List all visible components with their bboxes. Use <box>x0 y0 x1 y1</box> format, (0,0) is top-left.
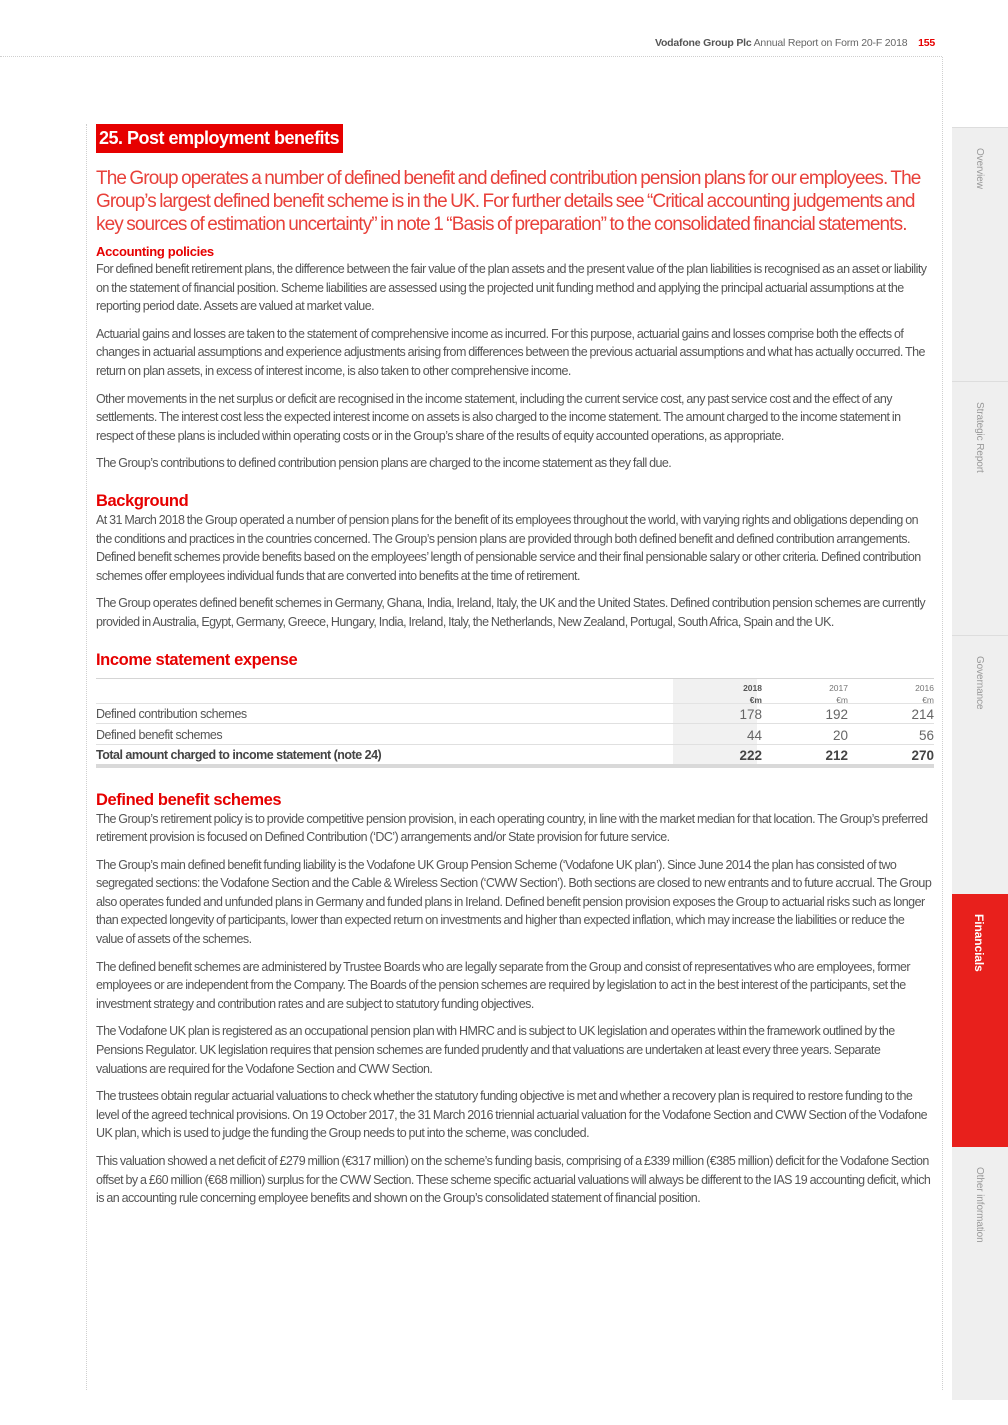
tab-label: Financials <box>972 914 986 972</box>
column-header-2016: 2016 €m <box>915 682 934 705</box>
tab-other-information[interactable] <box>952 1147 1008 1400</box>
cell-2017: 20 <box>832 727 848 743</box>
cell-2017: 212 <box>825 747 848 763</box>
table-total-row <box>96 745 934 768</box>
defined-benefit-body <box>96 810 932 1208</box>
page-content <box>96 124 932 1208</box>
cell-2016: 56 <box>918 727 934 743</box>
section-intro: The Group operates a number of defined benefit and defined contribution pension plans for our employees. The Group’s largest defined benefit scheme is in the UK. For further details see “Critical accounting judgements and key sources of estimation uncertainty” in note 1 “Basis of preparation” to the consolidated financial statements. <box>96 168 921 235</box>
background-heading: Background <box>96 491 189 510</box>
cell-2018: 222 <box>739 747 762 763</box>
tab-label: Other information <box>974 1167 985 1243</box>
company-name: Vodafone Group Plc <box>654 37 752 49</box>
accounting-policies-body <box>96 260 932 473</box>
running-header <box>655 37 935 49</box>
background-body <box>96 511 932 632</box>
header-divider <box>0 56 942 57</box>
column-header-2018: 2018 €m <box>743 682 762 705</box>
paragraph: This valuation showed a net deficit of £279 million (€317 million) on the scheme’s funding basis, comprising of a £339 million (€385 million) deficit for the Vodafone Section offset by a £60 million (€68 million) surplus for the CWW Section. These scheme specific actuarial valuations will always be different to the IAS 19 accounting deficit, which is an accounting rule concerning employee benefits and shown on the Group’s consolidated statement of financial position. <box>96 1154 931 1206</box>
section-title: 25. Post employment benefits <box>96 124 343 153</box>
tab-label: Overview <box>974 148 985 189</box>
row-label: Total amount charged to income statement (note 24) <box>96 747 382 762</box>
accounting-policies-heading: Accounting policies <box>96 244 214 259</box>
table-row <box>96 704 934 725</box>
section-tabs <box>952 127 1008 1400</box>
row-label: Defined benefit schemes <box>96 727 223 742</box>
row-label: Defined contribution schemes <box>96 707 247 721</box>
paragraph: The defined benefit schemes are administered by Trustee Boards who are legally separate from the Group and consist of representatives who are employees, former employees or are independent from the Company. The Boards of the pension schemes are required by legislation to act in the best interest of the participants, set the investment strategy and contribution rates and are subject to statutory funding objectives. <box>96 959 911 1011</box>
cell-2018: 178 <box>739 707 762 722</box>
paragraph: The Vodafone UK plan is registered as an occupational pension plan with HMRC and is subject to UK legislation and operates within the framework outlined by the Pensions Regulator. UK legislation requires that pension schemes are funded prudently and that valuations are undertaken at least every three years. Separate valuations are required for the Vodafone Section and CWW Section. <box>96 1024 895 1076</box>
defined-benefit-heading: Defined benefit schemes <box>96 790 282 809</box>
cell-2017: 192 <box>825 707 848 722</box>
cell-2016: 214 <box>911 707 934 722</box>
tab-label: Strategic Report <box>974 402 985 473</box>
income-statement-table <box>96 678 934 768</box>
paragraph: The trustees obtain regular actuarial valuations to check whether the statutory funding objective is met and whether a recovery plan is required to restore funding to the level of the agreed technical provisions. On 19 October 2017, the 31 March 2016 triennial actuarial valuation for the Vodafone Section and CWW Section of the Vodafone UK plan, which is used to judge the funding the Group needs to put into the scheme, was concluded. <box>96 1089 928 1141</box>
paragraph: Actuarial gains and losses are taken to the statement of comprehensive income as incurred. For this purpose, actuarial gains and losses comprise both the effects of changes in actuarial assumptions and experience adjustments arising from differences between the previous actuarial assumptions and what has actually occurred. The return on plan assets, in excess of interest income, is also taken to other comprehensive income. <box>96 326 925 378</box>
paragraph: The Group operates defined benefit schemes in Germany, Ghana, India, Ireland, Italy, the UK and the United States. Defined contribution pension schemes are currently provided in Australia, Egypt, Germany, Greece, Hungary, India, Ireland, Italy, the Netherlands, New Zealand, Portugal, South Africa, Spain and the UK. <box>96 596 926 629</box>
report-title: Annual Report on Form 20-F 2018 <box>753 37 908 49</box>
paragraph: At 31 March 2018 the Group operated a number of pension plans for the benefit of its employees throughout the world, with varying rights and obligations depending on the conditions and practices in the countries concerned. The Group’s pension plans are provided through both defined benefit and defined contribution arrangements. Defined benefit schemes provide benefits based on the employees’ length of pensionable service and their final pensionable salary or other criteria. Defined contribution schemes offer employees individual funds that are converted into benefits at the time of retirement. <box>96 512 921 583</box>
tab-label: Governance <box>974 656 985 710</box>
paragraph: The Group’s main defined benefit funding liability is the Vodafone UK Group Pension Scheme (‘Vodafone UK plan’). Since June 2014 the plan has consisted of two segregated sections: the Vodafone Section and the Cable & Wireless Section (‘CWW Section’). Both sections are closed to new entrants and to future accrual. The Group also operates funded and unfunded plans in Germany and funded plans in Ireland. Defined benefit pension provision exposes the Group to actuarial risks such as longer than expected longevity of participants, lower than expected return on investments and higher than expected inflation, which may increase the liabilities or reduce the value of assets of the schemes. <box>96 857 932 947</box>
left-margin-divider <box>86 124 87 1390</box>
table-header-row <box>96 679 934 704</box>
tab-financials[interactable] <box>952 894 1008 1147</box>
paragraph: For defined benefit retirement plans, the difference between the fair value of the plan assets and the present value of the plan liabilities is recognised as an asset or liability on the statement of financial position. Scheme liabilities are assessed using the projected unit funding method and applying the principal actuarial assumptions at the reporting period date. Assets are valued at market value. <box>96 262 927 314</box>
paragraph: Other movements in the net surplus or deficit are recognised in the income statement, including the current service cost, any past service cost and the effect of any settlements. The interest cost less the expected interest income on assets is also charged to the income statement. The amount charged to the income statement in respect of these plans is included within operating costs or in the Group’s share of the results of equity accounted operations, as appropriate. <box>96 391 901 443</box>
right-margin-divider <box>942 57 943 1390</box>
income-statement-heading: Income statement expense <box>96 650 298 669</box>
table-row <box>96 724 934 745</box>
cell-2018: 44 <box>746 727 762 743</box>
tab-overview[interactable] <box>952 127 1008 381</box>
column-header-2017: 2017 €m <box>829 682 848 705</box>
tab-strategic-report[interactable] <box>952 381 1008 635</box>
paragraph: The Group’s retirement policy is to provide competitive pension provision, in each operating country, in line with the market median for that location. The Group’s preferred retirement provision is focused on Defined Contribution (‘DC’) arrangements and/or State provision for future service. <box>96 811 928 845</box>
tab-governance[interactable] <box>952 635 1008 886</box>
paragraph: The Group’s contributions to defined contribution pension plans are charged to the income statement as they fall due. <box>96 456 672 471</box>
cell-2016: 270 <box>911 747 934 763</box>
page-number: 155 <box>918 37 935 49</box>
